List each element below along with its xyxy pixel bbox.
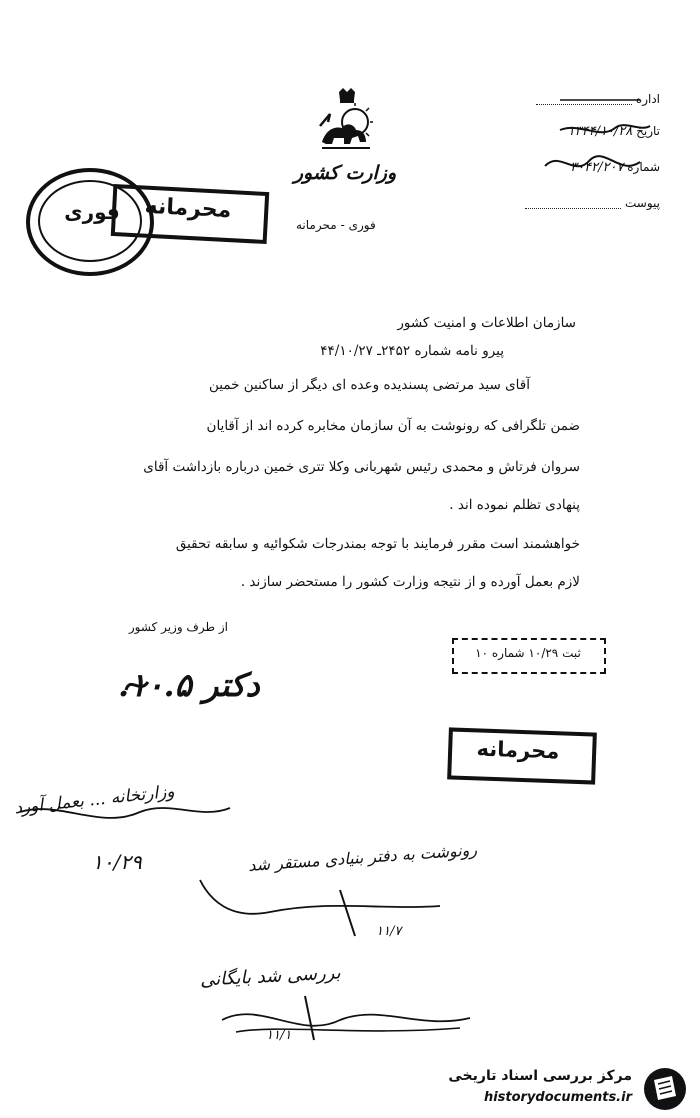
confidential-stamp-top-text: محرمانه <box>144 193 232 224</box>
office-label: اداره <box>635 92 660 106</box>
attachment-label: پیوست <box>625 196 660 210</box>
confidential-stamp-bottom-text: محرمانه <box>476 736 560 764</box>
handwritten-note-1-date: ۱۰/۲۹ <box>92 850 142 874</box>
handwritten-note-2: رونوشت به دفتر بنیادی مستقر شد <box>247 840 478 875</box>
signature-handwritten: دکتر ۱۰.۵. <box>118 666 260 704</box>
archive-logo-icon <box>642 1066 688 1112</box>
handwritten-note-2-number: ۱۱/۷ <box>376 924 402 939</box>
body-line-4: پنهادی تظلم نموده اند . <box>449 497 580 513</box>
handwritten-note-3-number: ۱۱/۱ <box>266 1028 292 1043</box>
handwritten-note-1: وزارتخانه ... بعمل آورد <box>13 781 176 819</box>
watermark <box>418 1062 694 1114</box>
recipient-line: سازمان اطلاعات و امنیت کشور <box>397 315 576 331</box>
reference-line: پیرو نامه شماره ۲۴۵۲ـ ۴۴/۱۰/۲۷ <box>320 343 504 359</box>
watermark-name: مرکز بررسی اسناد تاریخی <box>448 1068 632 1084</box>
body-line-2: ضمن تلگرافی که رونوشت به آن سازمان مخابره کرده اند از آقایان <box>206 418 580 434</box>
registry-stamp-text: ثبت ۱۰/۲۹ شماره ۱۰ <box>475 646 581 660</box>
body-line-6: لازم بعمل آورده و از نتیجه وزارت کشور را مستحضر سازند . <box>240 574 580 590</box>
body-line-5: خواهشمند است مقرر فرمایند با توجه بمندرجات شکوائیه و سابقه تحقیق <box>175 536 580 552</box>
body-line-3: سروان فرتاش و محمدی رئیس شهربانی وکلا تتری خمین درباره بازداشت آقای <box>143 459 580 475</box>
classification-label: فوری - محرمانه <box>296 218 376 232</box>
urgent-stamp-text: فوری <box>64 200 120 224</box>
ministry-title: وزارت کشور <box>293 162 397 184</box>
handwritten-note-3: بررسی شد بایگانی <box>199 962 342 991</box>
number-value: ۳۰۴۲/۲۰۷ <box>570 160 624 175</box>
watermark-url: historydocuments.ir <box>483 1090 632 1105</box>
signature-by-order: از طرف وزیر کشور <box>128 620 228 634</box>
date-label: تاریخ <box>636 124 660 138</box>
number-label: شماره <box>627 160 660 174</box>
date-value: ۱۳۴۴/۱۰/۲۸ <box>567 124 633 139</box>
body-line-1: آقای سید مرتضی پسندیده وعده ای دیگر از ساکنین خمین <box>208 377 530 393</box>
